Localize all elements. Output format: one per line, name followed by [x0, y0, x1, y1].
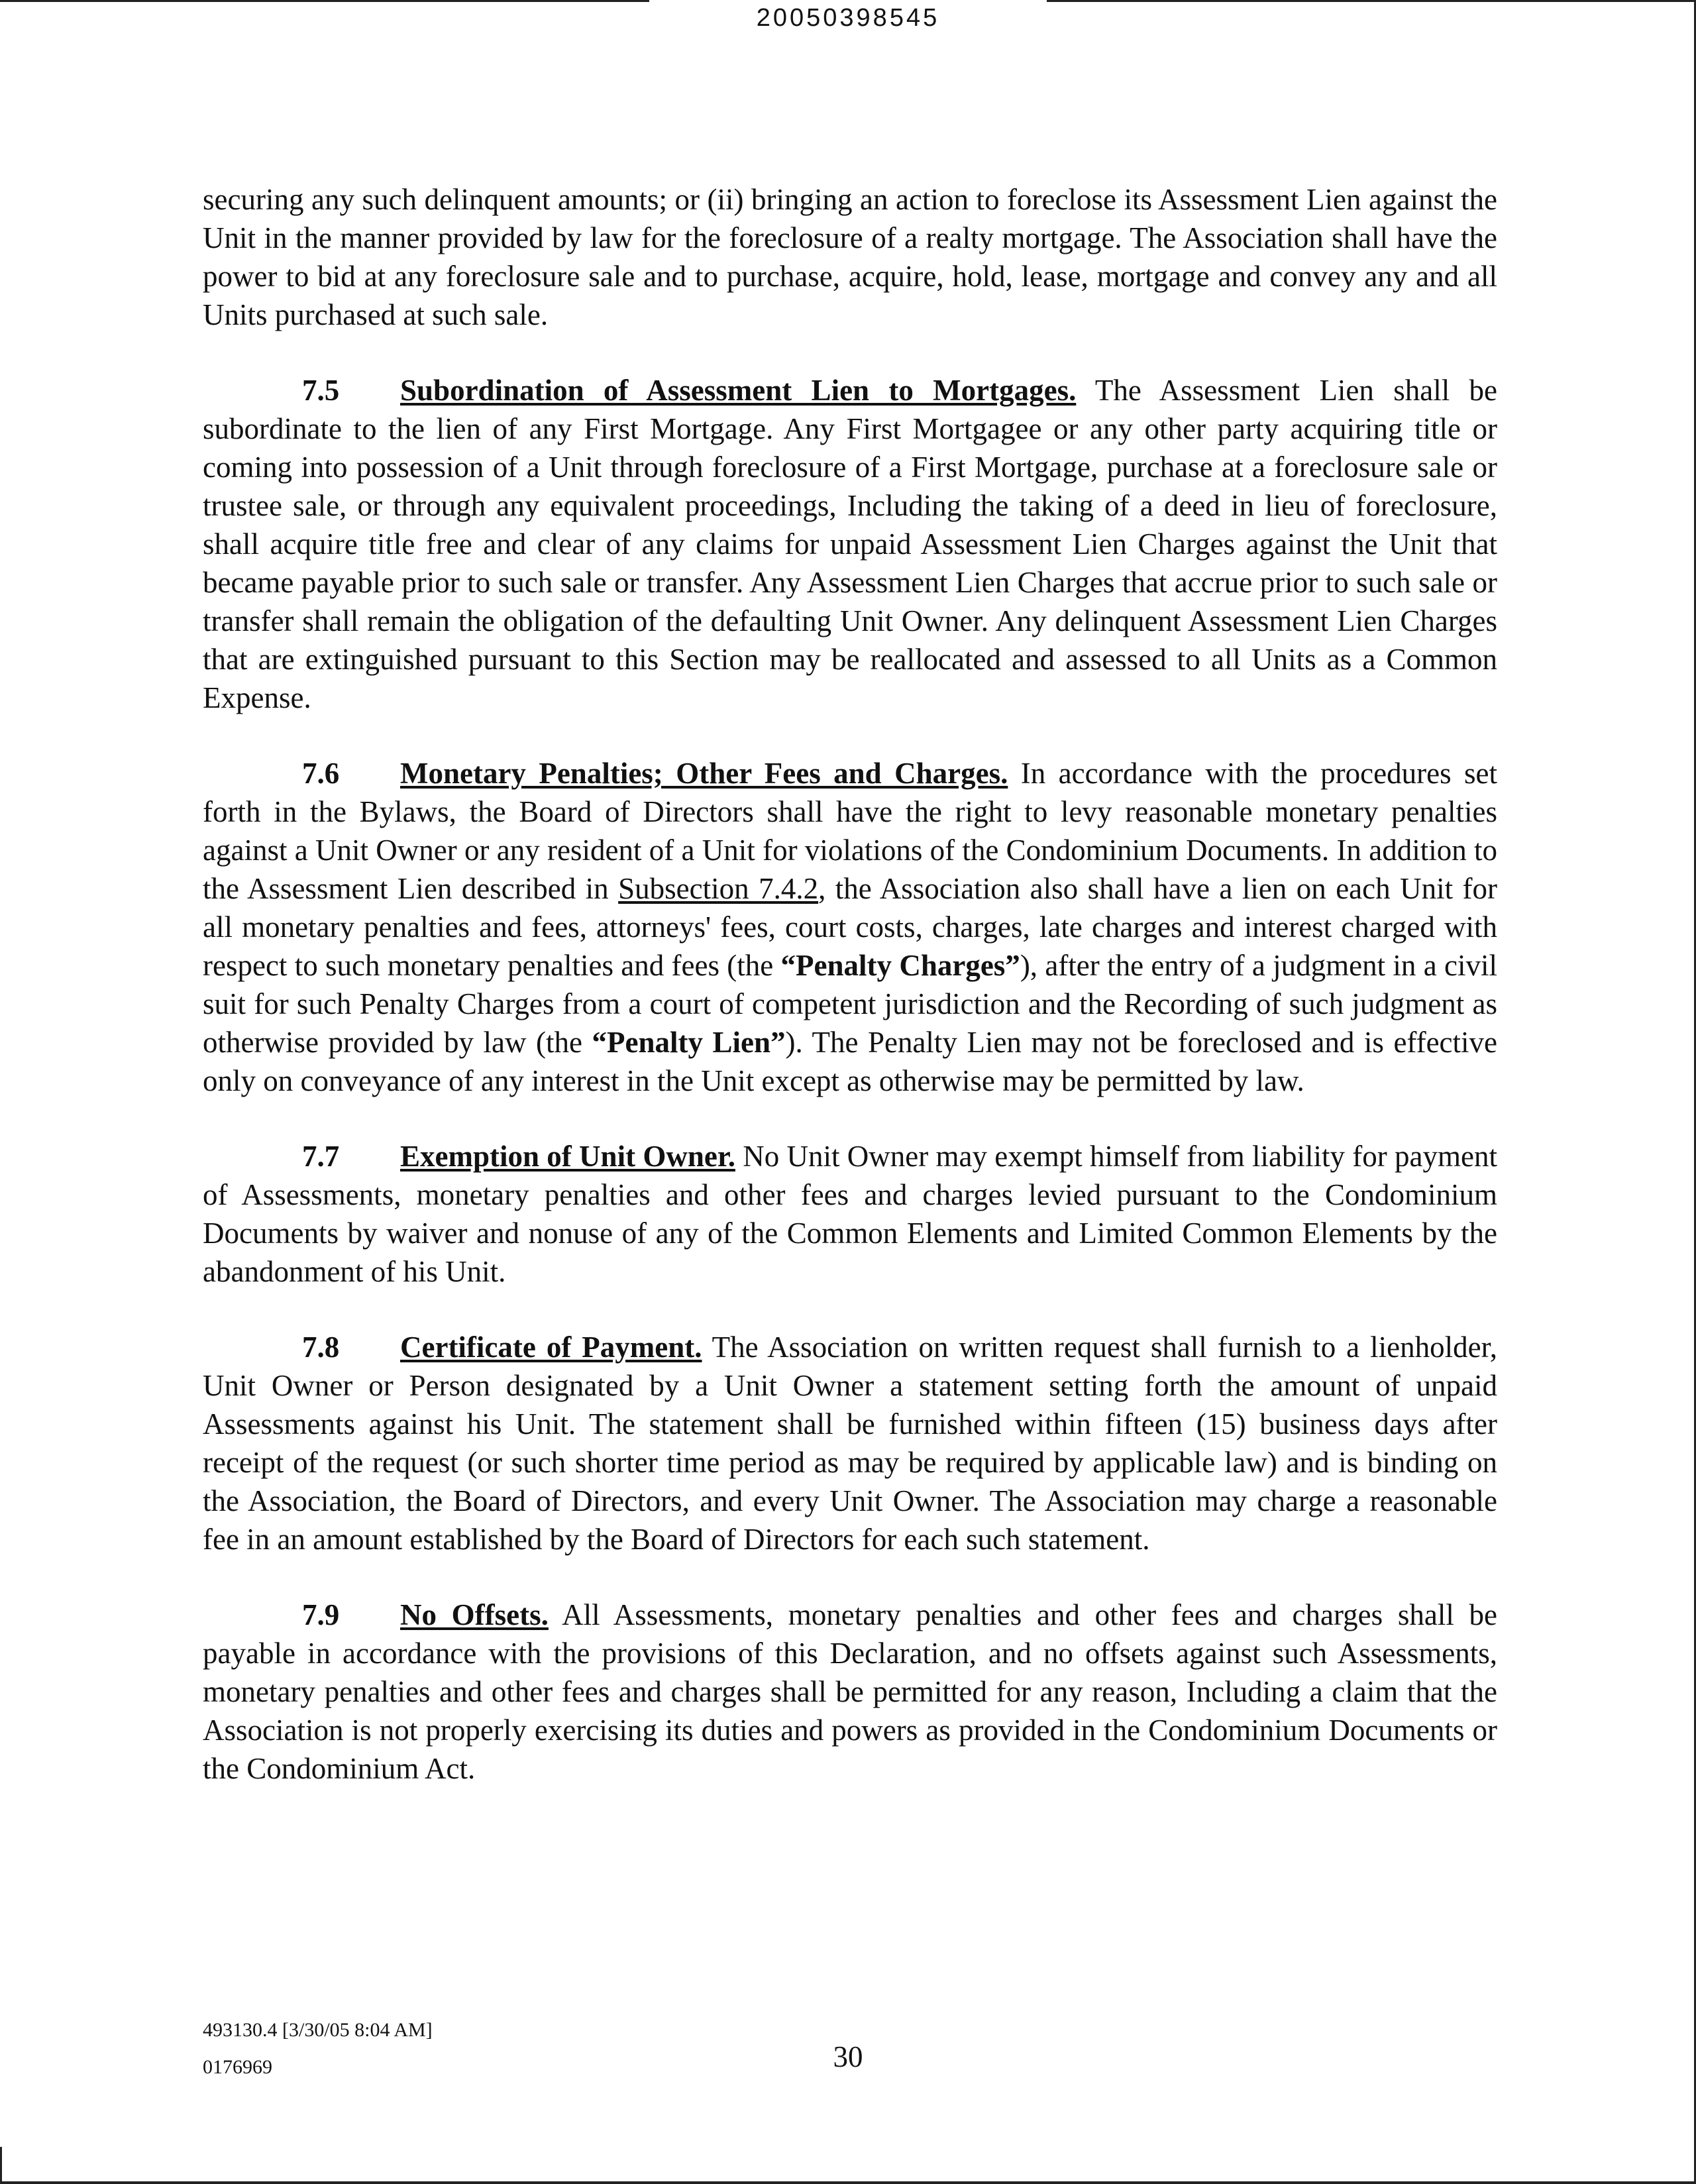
section-7-6: [203, 754, 1497, 1100]
section-title: Subordination of Assessment Lien to Mortgages.: [400, 374, 1077, 407]
section-7-7: [203, 1137, 1497, 1291]
document-version: 493130.4 [3/30/05 8:04 AM]: [203, 2019, 433, 2041]
section-number: 7.5: [302, 374, 340, 407]
scan-edge-left: [0, 2147, 2, 2184]
section-7-8: [203, 1328, 1497, 1558]
section-number: 7.7: [302, 1140, 340, 1173]
section-number: 7.6: [302, 757, 340, 790]
page-number: 30: [833, 2040, 863, 2073]
defined-term: “Penalty Lien”: [592, 1026, 786, 1059]
intro-paragraph: securing any such delinquent amounts; or (ii) bringing an action to foreclose its Assessment Lien against the Unit in the manner provided by law for the foreclosure of a realty mortgage. The Association shall have the power to bid at any foreclosure sale and to purchase, acquire, hold, lease, mortgage and convey any and all Units purchased at such sale.: [203, 183, 1497, 331]
section-title: Exemption of Unit Owner.: [400, 1140, 735, 1173]
section-body: All Assessments, monetary penalties and other fees and charges shall be payable in accordance with the provisions of this Declaration, and no offsets against such Assessments, monetary penalties and other fees and charges shall be permitted for any reason, Including a claim that the Association is not properly exercising its duties and powers as provided in the Condominium Documents or the Condominium Act.: [203, 1598, 1497, 1785]
section-title: Monetary Penalties; Other Fees and Charges.: [400, 757, 1008, 790]
section-number: 7.9: [302, 1598, 340, 1631]
section-body: ). The Penalty Lien may not be foreclosed and is effective only on conveyance of any interest in the Unit except as otherwise may be permitted by law.: [203, 1026, 1498, 1097]
page-body: [203, 180, 1497, 1825]
section-body: The Association on written request shall furnish to a lienholder, Unit Owner or Person designated by a Unit Owner a statement setting forth the amount of unpaid Assessments against his Unit. The statement shall be furnished within fifteen (15) business days after receipt of the request (or such shorter time period as may be required by applicable law) and is binding on the Association, the Board of Directors, and every Unit Owner. The Association may charge a reasonable fee in an amount established by the Board of Directors for each such statement.: [203, 1331, 1498, 1556]
recording-number: 20050398545: [756, 4, 940, 32]
client-number: 0176969: [203, 2056, 272, 2078]
section-body: No Unit Owner may exempt himself from liability for payment of Assessments, monetary penalties and other fees and charges levied pursuant to the Condominium Documents by waiver and nonuse of any of the Common Elements and Limited Common Elements by the abandonment of his Unit.: [203, 1140, 1497, 1288]
section-body: In accordance with the procedures set forth in the Bylaws, the Board of Directors shall have the right to levy reasonable monetary penalties against a Unit Owner or any resident of a Unit for violations of the Condominium Documents. In addition to the Assessment Lien described in: [203, 757, 1497, 905]
scan-edge-top-left: [0, 0, 649, 2]
scan-edge-bottom: [0, 2181, 1696, 2184]
section-number: 7.8: [302, 1331, 340, 1364]
section-body: ), after the entry of a judgment in a civil suit for such Penalty Charges from a court of competent jurisdiction and the Recording of such judgment as otherwise provided by law (the: [203, 949, 1497, 1059]
scan-edge-top-right: [1047, 0, 1696, 2]
section-7-9: [203, 1596, 1497, 1788]
section-title: No Offsets.: [400, 1598, 549, 1631]
defined-term: “Penalty Charges”: [780, 949, 1020, 982]
section-7-5: [203, 371, 1497, 717]
section-body: , the Association also shall have a lien on each Unit for all monetary penalties and fees, attorneys' fees, court costs, charges, late charges and interest charged with respect to such monetary penalties and fees (the: [203, 872, 1497, 982]
section-title: Certificate of Payment.: [400, 1331, 702, 1364]
subsection-reference: Subsection 7.4.2: [618, 872, 819, 905]
section-body: The Assessment Lien shall be subordinate to the lien of any First Mortgage. Any First Mortgagee or any other party acquiring title or coming into possession of a Unit through foreclosure of a First Mortgage, purchase at a foreclosure sale or trustee sale, or through any equivalent proceedings, Including the taking of a deed in lieu of foreclosure, shall acquire title free and clear of any claims for unpaid Assessment Lien Charges against the Unit that became payable prior to such sale or transfer. Any Assessment Lien Charges that accrue prior to such sale or transfer shall remain the obligation of the defaulting Unit Owner. Any delinquent Assessment Lien Charges that are extinguished pursuant to this Section may be reallocated and assessed to all Units as a Common Expense.: [203, 374, 1497, 714]
